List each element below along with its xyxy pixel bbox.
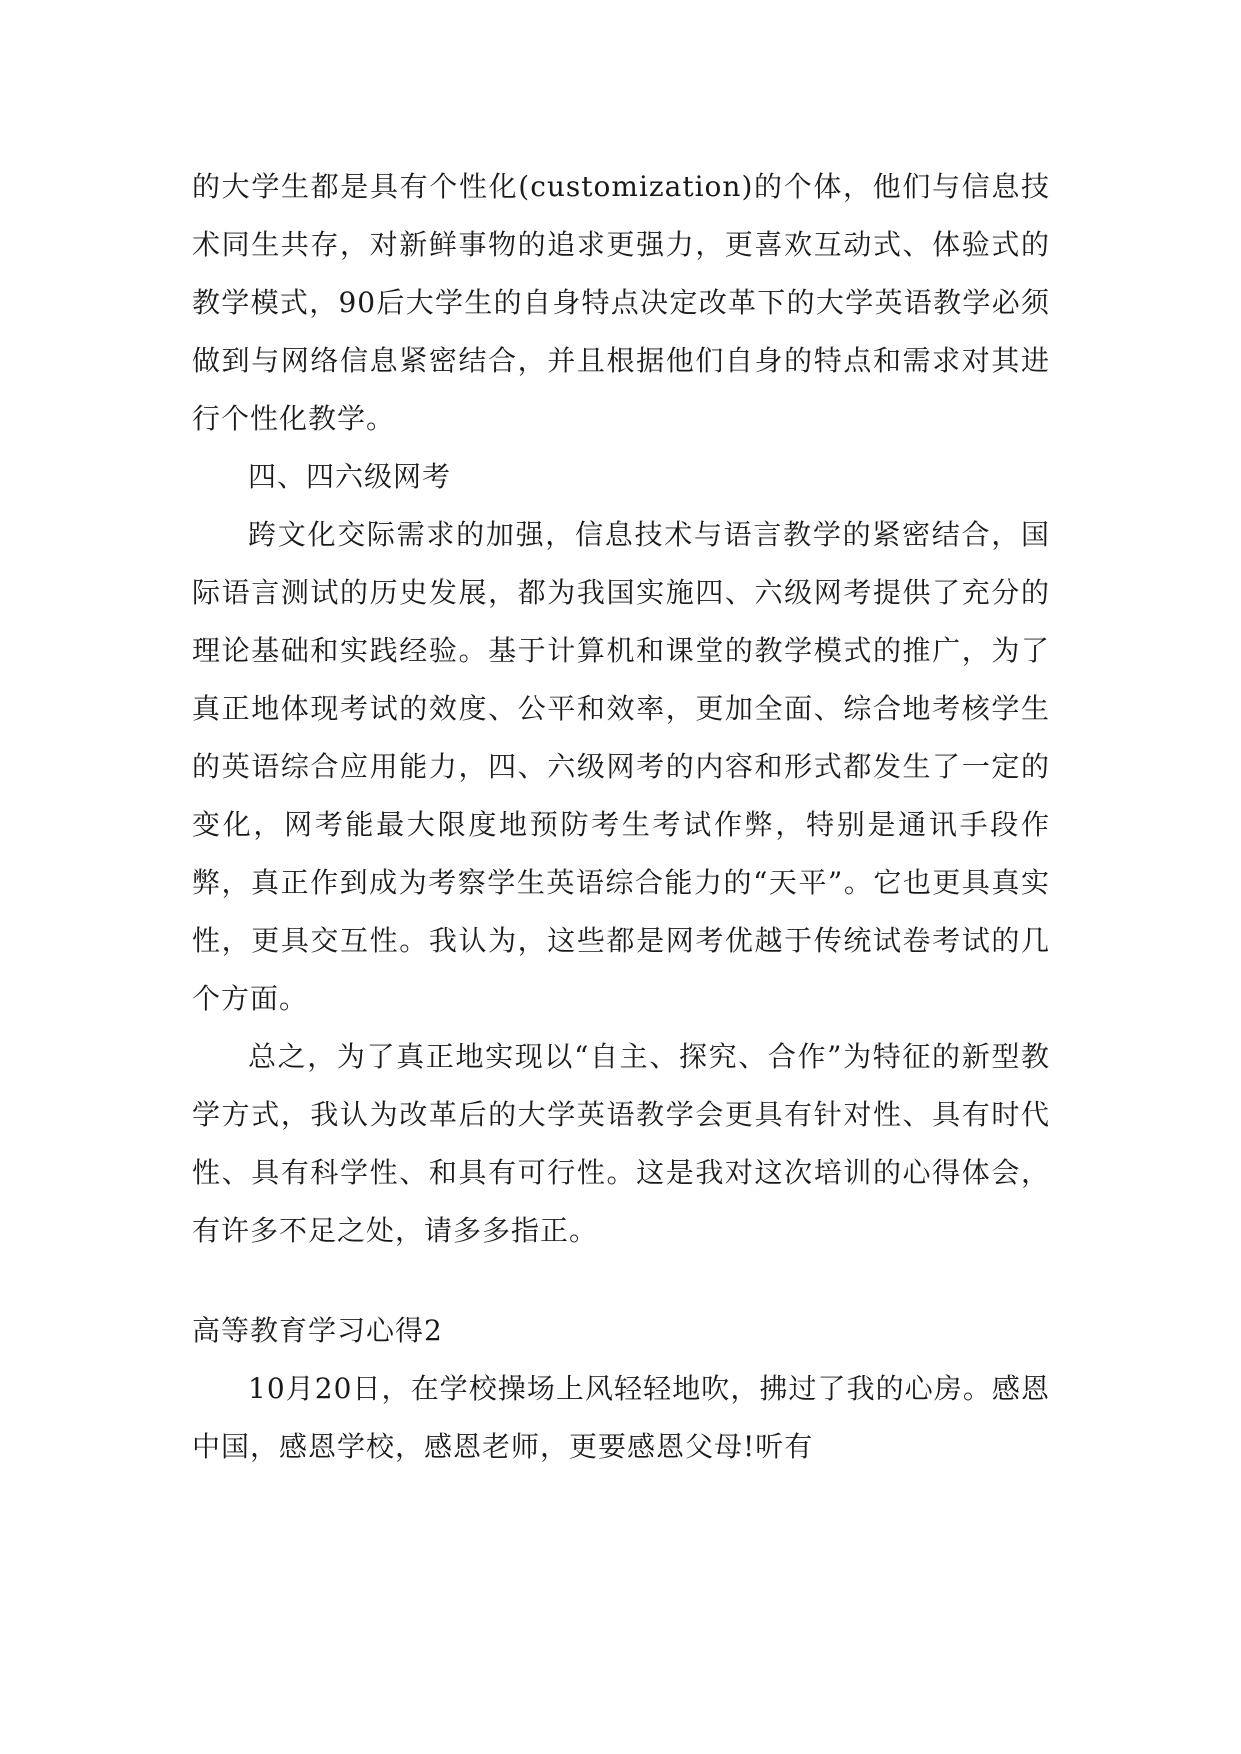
paragraph-conclusion: 总之，为了真正地实现以“自主、探究、合作”为特征的新型教学方式，我认为改革后的大学英语教学会更具有针对性、具有时代性、具有科学性、和具有可行性。这是我对这次培训的心得体会，有许多不足之处，请多多指正。: [192, 1040, 1050, 1247]
section-heading-cet-online-exam: 四、四六级网考: [248, 460, 452, 493]
paragraph-article-intro: 10月20日，在学校操场上风轻轻地吹，拂过了我的心房。感恩中国，感恩学校，感恩老师，更要感恩父母!听有: [192, 1372, 1050, 1463]
document-body: [192, 158, 1050, 1476]
paragraph-continuation: 的大学生都是具有个性化(customization)的个体，他们与信息技术同生共存，对新鲜事物的追求更强力，更喜欢互动式、体验式的教学模式，90后大学生的自身特点决定改革下的大学英语教学必须做到与网络信息紧密结合，并且根据他们自身的特点和需求对其进行个性化教学。: [192, 170, 1050, 435]
paragraph-cet-online-exam: 跨文化交际需求的加强，信息技术与语言教学的紧密结合，国际语言测试的历史发展，都为我国实施四、六级网考提供了充分的理论基础和实践经验。基于计算机和课堂的教学模式的推广，为了真正地体现考试的效度、公平和效率，更加全面、综合地考核学生的英语综合应用能力，四、六级网考的内容和形式都发生了一定的变化，网考能最大限度地预防考生考试作弊，特别是通讯手段作弊，真正作到成为考察学生英语综合能力的“天平”。它也更具真实性，更具交互性。我认为，这些都是网考优越于传统试卷考试的几个方面。: [192, 518, 1050, 1015]
article-title: 高等教育学习心得2: [192, 1314, 443, 1347]
